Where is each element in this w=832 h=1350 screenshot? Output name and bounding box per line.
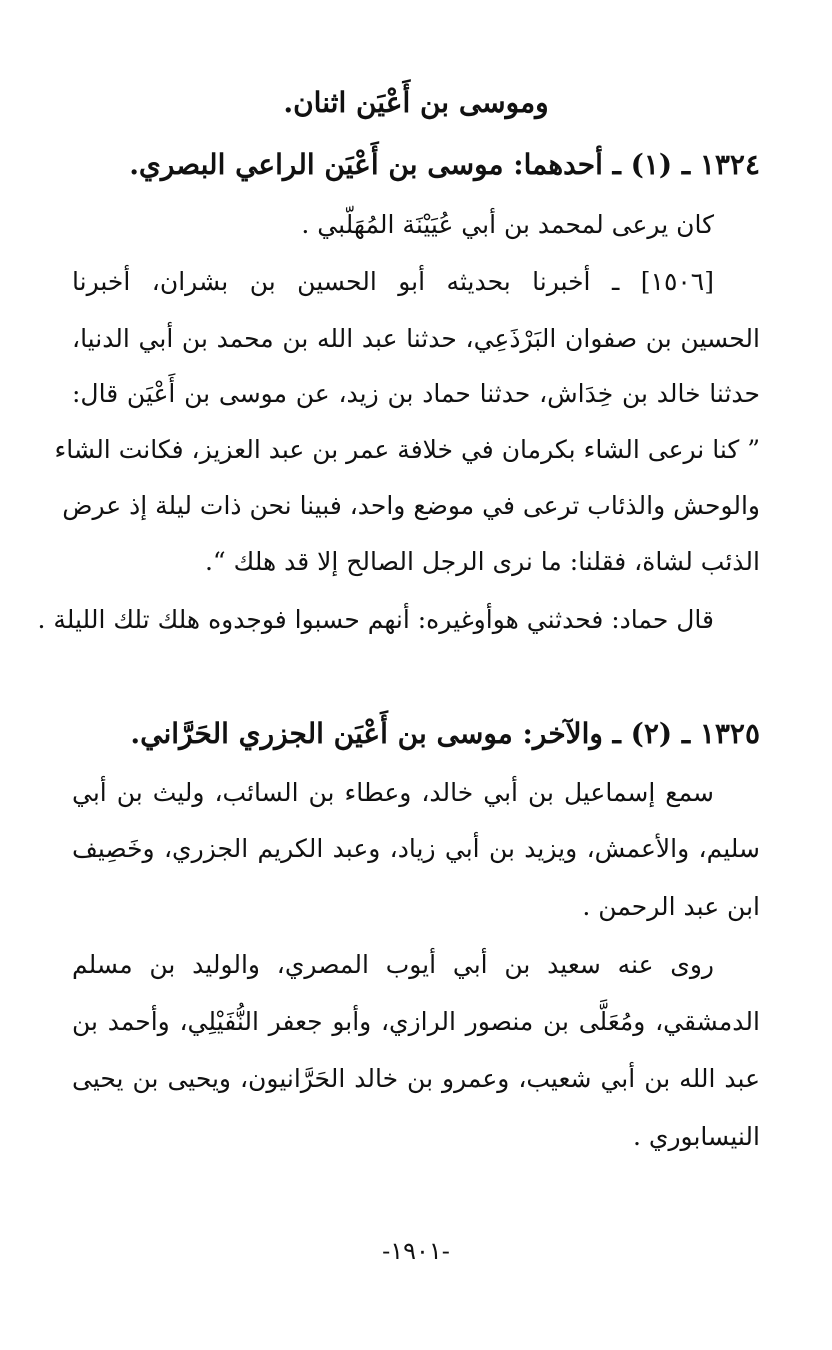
section-heading: وموسى بن أَعْيَن اثنان. bbox=[283, 86, 549, 119]
page-number: -١٩٠١- bbox=[382, 1237, 450, 1265]
entry-1324-line: الحسين بن صفوان البَرْذَعِي، حدثنا عبد الله بن محمد بن أبي الدنيا، bbox=[72, 324, 760, 353]
entry-1324-line: والوحش والذئاب ترعى في موضع واحد، فبينا نحن ذات ليلة إذ عرض bbox=[62, 491, 760, 520]
entry-1325-line: روى عنه سعيد بن أبي أيوب المصري، والوليد بن مسلم bbox=[72, 950, 714, 979]
entry-1325-line: سمع إسماعيل بن أبي خالد، وعطاء بن السائب، وليث بن أبي bbox=[72, 778, 714, 807]
entry-1325-line: ابن عبد الرحمن . bbox=[582, 892, 760, 921]
entry-1324-line: الذئب لشاة، فقلنا: ما نرى الرجل الصالح إلا قد هلك “. bbox=[204, 547, 760, 576]
entry-1324-line: ” كنا نرعى الشاء بكرمان في خلافة عمر بن عبد العزيز، فكانت الشاء bbox=[54, 435, 760, 464]
entry-1325-line: الدمشقي، ومُعَلَّى بن منصور الرازي، وأبو جعفر النُّفَيْلِي، وأحمد بن bbox=[72, 1007, 760, 1036]
entry-1324-heading: ١٣٢٤ ـ (١) ـ أحدهما: موسى بن أَعْيَن الراعي البصري. bbox=[129, 148, 760, 181]
entry-1324-line: [١٥٠٦] ـ أخبرنا بحديثه أبو الحسين بن بشران، أخبرنا bbox=[72, 267, 714, 296]
entry-1324-line: حدثنا خالد بن خِدَاش، حدثنا حماد بن زيد، عن موسى بن أَعْيَن قال: bbox=[72, 379, 760, 408]
entry-1324-line: قال حماد: فحدثني هوأوغيره: أنهم حسبوا فوجدوه هلك تلك الليلة . bbox=[37, 605, 714, 634]
entry-1325-line: عبد الله بن أبي شعيب، وعمرو بن خالد الحَرَّانيون، ويحيى بن يحيى bbox=[72, 1064, 760, 1093]
entry-1325-heading: ١٣٢٥ ـ (٢) ـ والآخر: موسى بن أَعْيَن الجزري الحَرَّاني. bbox=[130, 717, 760, 750]
entry-1324-line: كان يرعى لمحمد بن أبي عُيَيْنَة المُهَلّبي . bbox=[301, 210, 714, 239]
entry-1325-line: النيسابوري . bbox=[633, 1122, 760, 1151]
entry-1325-line: سليم، والأعمش، ويزيد بن أبي زياد، وعبد الكريم الجزري، وخَصِيف bbox=[72, 834, 760, 863]
